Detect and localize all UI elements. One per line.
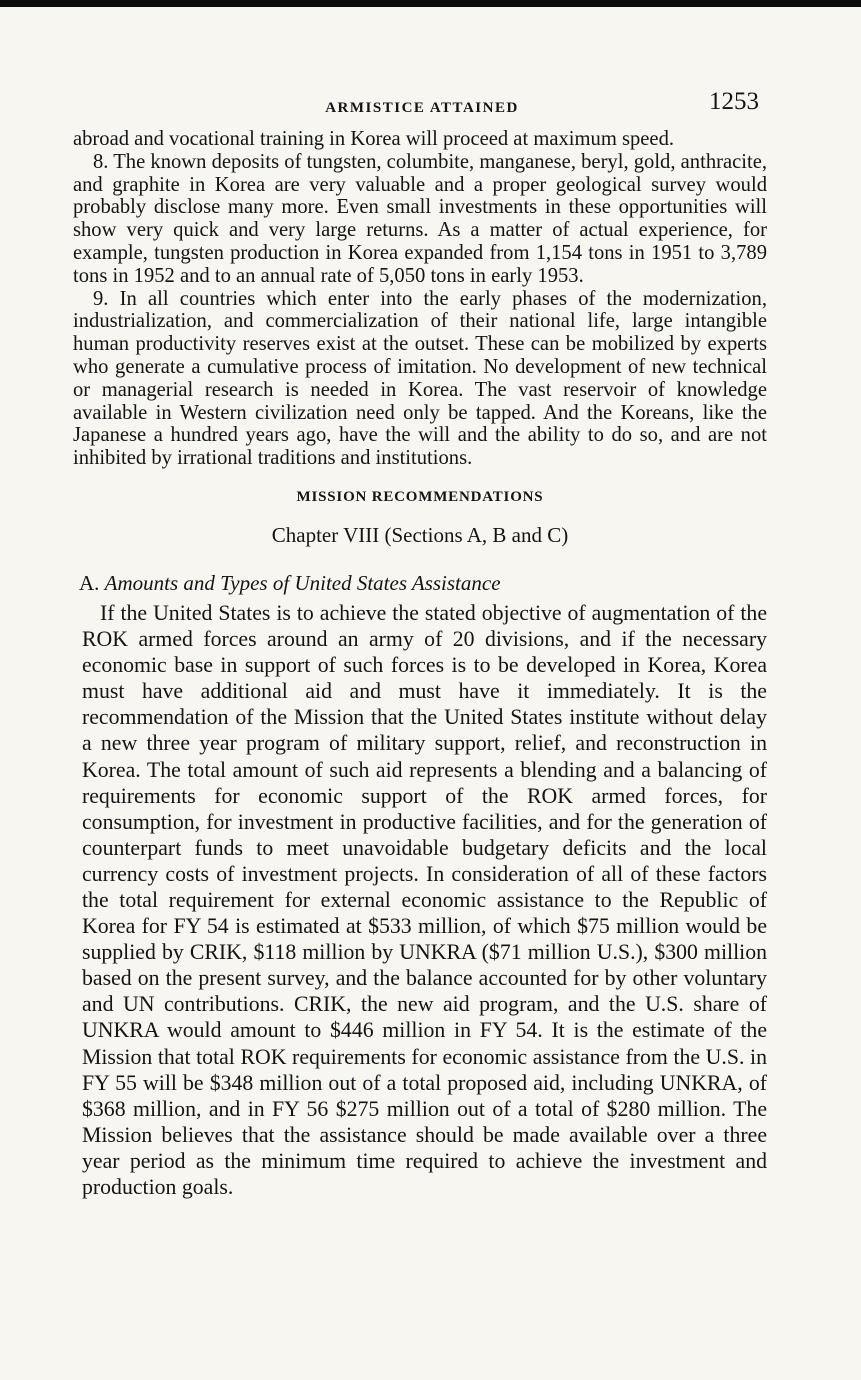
subsection-heading: [79, 571, 767, 596]
paragraph-9: 9. In all countries which enter into the early phases of the modernization, industrialization, and commercialization of their national life, large intangible human productivity reserves exist at the outset. These can be mobilized by experts who generate a cumulative process of imitation. No development of new technical or managerial research is needed in Korea. The vast reservoir of knowledge available in Western civilization need only be tapped. And the Koreans, like the Japanese a hundred years ago, have the will and the ability to do so, and are not inhibited by irrational traditions and institutions.: [73, 287, 767, 470]
paragraph-continuation: abroad and vocational training in Korea will proceed at maximum speed.: [73, 128, 675, 150]
book-page: [73, 88, 767, 1200]
page-number: 1253: [709, 88, 759, 115]
recommendation-paragraph: If the United States is to achieve the stated objective of augmentation of the ROK armed forces around an army of 20 divisions, and if the necessary economic base in support of such forces is to be developed in Korea, Korea must have additional aid and must have it immediately. It is the recommendation of the Mission that the United States institute without delay a new three year program of military support, relief, and reconstruction in Korea. The total amount of such aid represents a blending and a balancing of requirements for economic support of the ROK armed forces, for consumption, for investment in productive facilities, and for the generation of counterpart funds to meet unavoidable budgetary deficits and the local currency costs of investment projects. In consideration of all of these factors the total requirement for external economic assistance to the Republic of Korea for FY 54 is estimated at $533 million, of which $75 million would be supplied by CRIK, $118 million by UNKRA ($71 million U.S.), $300 million based on the present survey, and the balance accounted for by other voluntary and UN contributions. CRIK, the new aid program, and the U.S. share of UNKRA would amount to $446 million in FY 54. It is the estimate of the Mission that total ROK requirements for economic assistance from the U.S. in FY 55 will be $348 million out of a total proposed aid, including UNKRA, of $368 million, and in FY 56 $275 million out of a total of $280 million. The Mission believes that the assistance should be made available over a three year period as the minimum time required to achieve the investment and production goals.: [82, 600, 767, 1200]
subsection-title: Amounts and Types of United States Assistance: [104, 570, 501, 595]
subsection-label: A.: [79, 570, 100, 595]
intro-text: [73, 128, 767, 470]
chapter-heading: Chapter VIII (Sections A, B and C): [271, 522, 569, 547]
recommendation-text: [73, 600, 767, 1200]
section-heading: MISSION RECOMMENDATIONS: [296, 488, 544, 505]
scan-top-edge: [0, 0, 861, 7]
running-head: [73, 88, 767, 128]
running-title: ARMISTICE ATTAINED: [325, 100, 519, 116]
paragraph-8: 8. The known deposits of tungsten, columbite, manganese, beryl, gold, anthracite, and graphite in Korea are very valuable and a proper geological survey would probably disclose many more. Even small investments in these opportunities will show very quick and very large returns. As a matter of actual experience, for example, tungsten production in Korea expanded from 1,154 tons in 1951 to 3,789 tons in 1952 and to an annual rate of 5,050 tons in early 1953.: [73, 150, 767, 287]
